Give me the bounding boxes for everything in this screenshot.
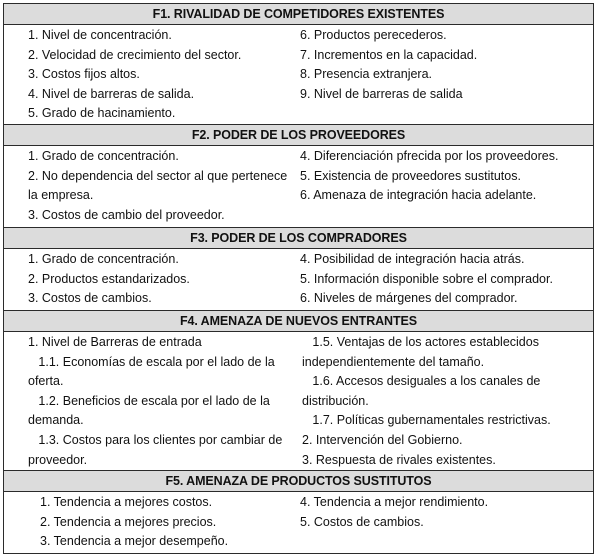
list-item: 4. Tendencia a mejor rendimiento. xyxy=(300,495,489,509)
list-item: 1. Grado de concentración. xyxy=(28,252,179,266)
list-item: 4. Diferenciación pfrecida por los proveedores. xyxy=(300,149,559,163)
list-item: 1.1. Economías de escala por el lado de la oferta. xyxy=(28,354,275,389)
section-header-f5: F5. AMENAZA DE PRODUCTOS SUSTITUTOS xyxy=(4,471,593,492)
section-header-f4: F4. AMENAZA DE NUEVOS ENTRANTES xyxy=(4,311,593,332)
list-item: 2. Tendencia a mejores precios. xyxy=(40,514,217,529)
right-column xyxy=(298,146,593,227)
right-column xyxy=(298,492,593,553)
list-item: 1.3. Costos para los clientes por cambiar de proveedor. xyxy=(28,432,283,467)
list-item: 1. Grado de concentración. xyxy=(28,149,179,163)
list-item: 3. Costos de cambio del proveedor. xyxy=(28,207,225,222)
list-item: 3. Respuesta de rivales existentes. xyxy=(302,452,496,467)
list-item: 6. Productos perecederos. xyxy=(300,28,447,42)
list-item: 1.2. Beneficios de escala por el lado de la demanda. xyxy=(28,393,270,428)
list-item: 8. Presencia extranjera. xyxy=(300,67,433,82)
list-item: 9. Nivel de barreras de salida xyxy=(300,86,463,101)
list-item: 3. Tendencia a mejor desempeño. xyxy=(40,534,229,549)
left-column xyxy=(4,492,298,553)
section-body-f1 xyxy=(4,25,593,125)
list-item: 2. Productos estandarizados. xyxy=(28,271,190,286)
porter-forces-table xyxy=(3,3,594,554)
list-item: 4. Posibilidad de integración hacia atrás. xyxy=(300,252,525,266)
left-column xyxy=(4,249,298,310)
list-item: 1. Nivel de concentración. xyxy=(28,28,172,42)
list-item: 6. Niveles de márgenes del comprador. xyxy=(300,291,518,306)
list-item: 5. Información disponible sobre el comprador. xyxy=(300,271,553,286)
list-item: 5. Costos de cambios. xyxy=(300,514,424,529)
list-item: 2. Intervención del Gobierno. xyxy=(302,432,463,447)
left-column xyxy=(4,25,298,124)
section-body-f3 xyxy=(4,249,593,311)
list-item: 4. Nivel de barreras de salida. xyxy=(28,86,195,101)
list-item: 1.7. Políticas gubernamentales restrictivas. xyxy=(302,413,551,428)
list-item: 7. Incrementos en la capacidad. xyxy=(300,47,478,62)
section-header-f1: F1. RIVALIDAD DE COMPETIDORES EXISTENTES xyxy=(4,4,593,25)
left-column xyxy=(4,332,298,470)
list-item: 3. Costos fijos altos. xyxy=(28,67,140,82)
section-body-f4 xyxy=(4,332,593,471)
right-column xyxy=(298,332,593,470)
section-header-f3: F3. PODER DE LOS COMPRADORES xyxy=(4,228,593,249)
list-item: 5. Existencia de proveedores sustitutos. xyxy=(300,168,521,183)
section-header-f2: F2. PODER DE LOS PROVEEDORES xyxy=(4,125,593,146)
list-item: 2. No dependencia del sector al que pertenece la empresa. xyxy=(28,168,288,203)
section-body-f5 xyxy=(4,492,593,554)
right-column xyxy=(298,249,593,310)
list-item: 2. Velocidad de crecimiento del sector. xyxy=(28,47,242,62)
list-item: 1.5. Ventajas de los actores establecidos independientemente del tamaño. xyxy=(302,335,539,369)
list-item: 5. Grado de hacinamiento. xyxy=(28,106,176,121)
list-item: 1. Tendencia a mejores costos. xyxy=(40,495,213,509)
list-item: 6. Amenaza de integración hacia adelante. xyxy=(300,188,537,203)
list-item: 1.6. Accesos desiguales a los canales de distribución. xyxy=(302,374,541,408)
right-column xyxy=(298,25,593,124)
section-body-f2 xyxy=(4,146,593,228)
list-item: 3. Costos de cambios. xyxy=(28,291,152,306)
list-item: 1. Nivel de Barreras de entrada xyxy=(28,335,202,349)
left-column xyxy=(4,146,298,227)
